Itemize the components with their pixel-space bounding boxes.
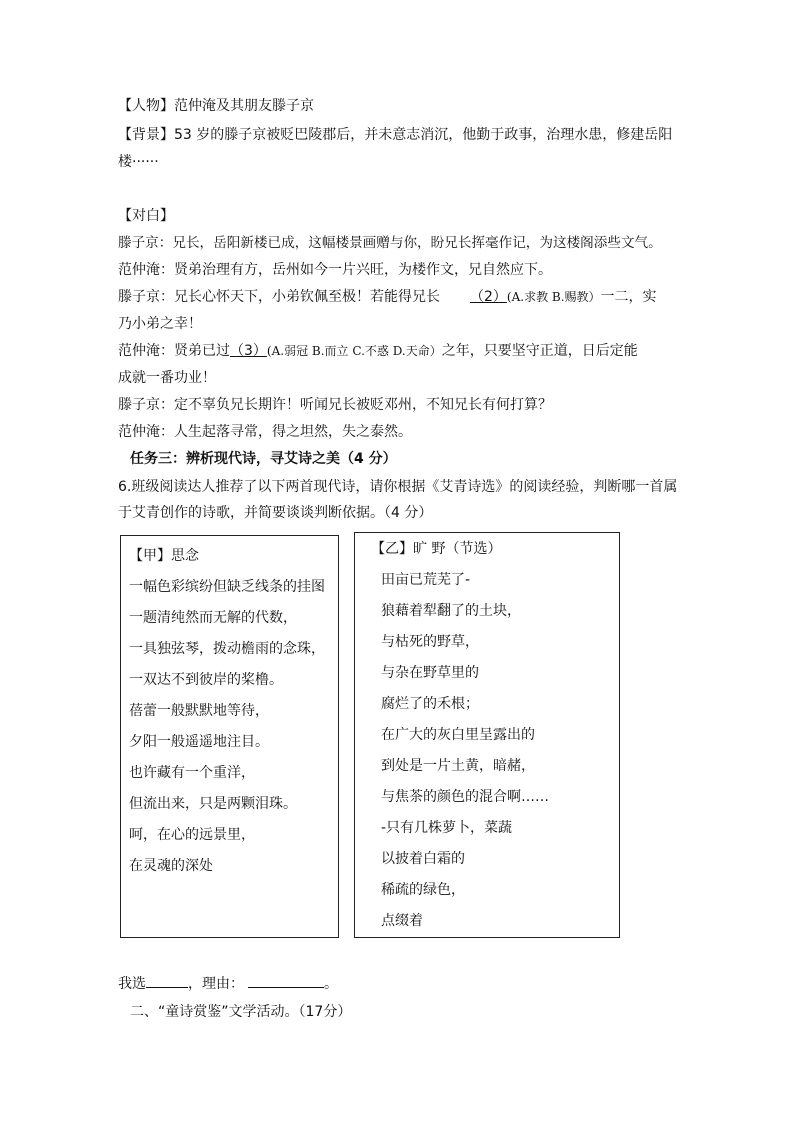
dialogue-heading: 【对白】: [118, 208, 174, 224]
poem-b-line: 田亩已荒芜了-: [381, 572, 471, 588]
poem-b-line: 以披着白霜的: [381, 851, 465, 867]
blank-3[interactable]: [230, 343, 267, 359]
poem-a-line: 一幅色彩缤纷但缺乏线条的挂图: [129, 579, 325, 595]
poem-a-line: 一具独弦琴，拨动檐雨的念珠，: [129, 641, 325, 657]
blank-3-options: (A.弱冠 B.而立 C.不惑 D.天命）: [266, 344, 442, 358]
poem-b-line: 腐烂了的禾根；: [381, 696, 479, 712]
poem-a-title: 【甲】思念: [129, 548, 199, 564]
person-line: [118, 96, 314, 116]
poem-b-line: 在广大的灰白里呈露出的: [381, 727, 535, 743]
choice-blank[interactable]: [146, 973, 188, 988]
poem-a-line: 蓓蕾一般默默地等待，: [129, 703, 269, 719]
dialogue-line-3-suffix: 一二，实: [600, 289, 657, 305]
section2-heading: 二、“童诗赏鉴”文学活动。（17分）: [130, 1004, 352, 1020]
person-label: 【人物】: [118, 98, 174, 114]
poem-a-line: 一题清纯然而无解的代数，: [129, 610, 297, 626]
dialogue-line-4-prefix: 范仲淹：贤弟已过: [118, 343, 230, 359]
answer-line: [118, 973, 338, 994]
background-line-2: 楼······: [118, 154, 159, 170]
dialogue-line-4: [118, 341, 638, 361]
poem-a-line: 呵，在心的远景里，: [129, 827, 255, 843]
poem-b-line: 与枯死的野草，: [381, 634, 479, 650]
blank-2-label: （2）: [470, 289, 507, 305]
poem-b-box: [354, 532, 620, 938]
blank-3-label: （3）: [230, 343, 267, 359]
poem-a-line: 也许藏有一个重洋，: [129, 765, 255, 781]
dialogue-line-4-suffix: 之年，只要坚守正道，日后定能: [441, 343, 638, 359]
poem-b-line: 稀疏的绿色，: [381, 882, 465, 898]
poem-b-line: -只有几株萝卜，菜蔬: [381, 820, 513, 836]
dialogue-line-2: 范仲淹：贤弟治理有方，岳州如今一片兴旺，为楼作文，兄自然应下。: [118, 262, 552, 278]
poem-b-line: 与杂在野草里的: [381, 665, 479, 681]
task3-question-line-1: 6.班级阅读达人推荐了以下两首现代诗，请你根据《艾青诗选》的阅读经验，判断哪一首属: [118, 479, 678, 495]
poem-b-line: 点缀着: [381, 913, 423, 929]
background-label: 【背景】: [118, 127, 174, 143]
reason-blank[interactable]: [248, 973, 324, 988]
poem-a-line: 但流出来，只是两颗泪珠。: [129, 796, 297, 812]
dialogue-line-5: 滕子京：定不辜负兄长期许！听闻兄长被贬邓州，不知兄长有何打算？: [118, 397, 552, 413]
blank-2[interactable]: [440, 289, 507, 305]
poem-b-line: 与焦茶的颜色的混合啊……: [381, 789, 549, 805]
task3-heading: 任务三：辨析现代诗，寻艾诗之美（4 分）: [130, 451, 397, 467]
poem-b-title: 【乙】旷 野（节选）: [371, 541, 502, 557]
poem-a-line: 一双达不到彼岸的桨橹。: [129, 672, 283, 688]
reason-label: ，理由：: [188, 976, 244, 992]
background-text: 53 岁的滕子京被贬巴陵郡后，并未意志消沉，他勤于政事，治理水患，修建岳阳: [174, 127, 673, 143]
background-line-1: [118, 125, 672, 145]
dialogue-line-6: 范仲淹：人生起落寻常，得之坦然，失之泰然。: [118, 424, 412, 440]
dialogue-line-1: 滕子京：兄长，岳阳新楼已成，这幅楼景画赠与你，盼兄长挥毫作记，为这楼阁添些文气。: [118, 235, 662, 251]
poem-a-box: [120, 535, 339, 938]
blank-2-options: (A.求教 B.赐教）: [506, 290, 601, 304]
task3-question-line-2: 于艾青创作的诗歌，并简要谈谈判断依据。（4 分）: [118, 505, 433, 521]
choose-label: 我选: [118, 976, 146, 992]
person-text: 范仲淹及其朋友滕子京: [174, 98, 314, 114]
end-mark: 。: [324, 976, 338, 992]
poem-a-line: 在灵魂的深处: [129, 858, 213, 874]
poem-b-line: 狼藉着犁翻了的土块，: [381, 603, 521, 619]
dialogue-line-4-cont: 成就一番功业！: [118, 370, 216, 386]
dialogue-line-3-cont: 乃小弟之幸！: [118, 316, 202, 332]
dialogue-line-3-prefix: 滕子京：兄长心怀天下，小弟钦佩至极！若能得兄长: [118, 289, 440, 305]
poem-a-line: 夕阳一般遥遥地注目。: [129, 734, 269, 750]
dialogue-line-3: [118, 287, 657, 307]
poem-b-line: 到处是一片土黄，暗赭，: [381, 758, 535, 774]
